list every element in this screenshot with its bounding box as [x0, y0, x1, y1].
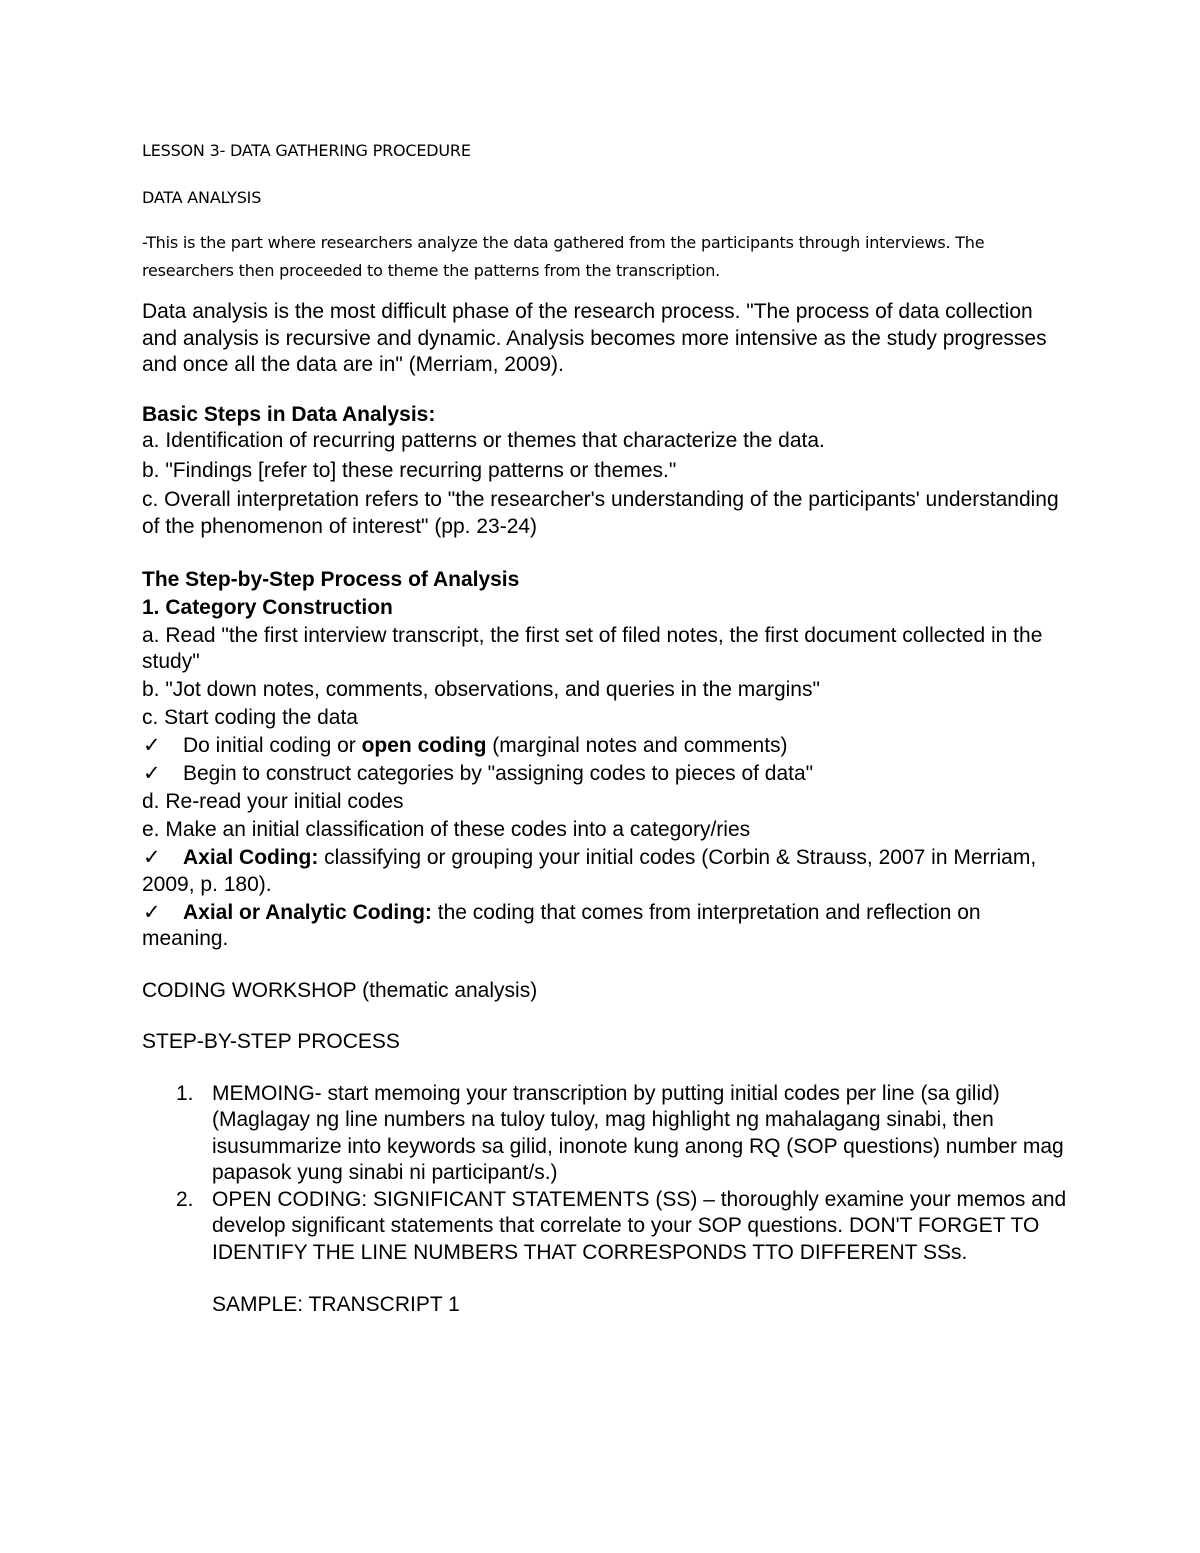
process-line-e: e. Make an initial classification of these codes into a category/ries: [142, 818, 751, 841]
lesson-title: LESSON 3- DATA GATHERING PROCEDURE: [142, 141, 471, 160]
list-item-text: OPEN CODING: SIGNIFICANT STATEMENTS (SS) – thoroughly examine your memos and develop significant statements that correlate to your SOP questions. DON'T FORGET TO IDENTIFY THE LINE NUMBERS THAT CORRESPONDS TTO DIFFERENT SSs.: [212, 1187, 1067, 1264]
section-title: DATA ANALYSIS: [142, 188, 262, 207]
checkmark-icon: ✓: [143, 734, 161, 757]
check-item-construct-categories: [142, 761, 1072, 788]
basic-step-c: c. Overall interpretation refers to "the researcher's understanding of the participants' understanding of the phenomenon of interest" (pp. 23-24): [142, 488, 1059, 538]
list-item: [142, 1081, 1072, 1187]
data-analysis-paragraph: Data analysis is the most difficult phase of the research process. "The process of data collection and analysis is recursive and dynamic. Analysis becomes more intensive as the study progresses and once all the data are in" (Merriam, 2009).: [142, 300, 1047, 376]
list-item: [142, 1187, 1072, 1267]
check-item-text: Begin to construct categories by "assigning codes to pieces of data": [183, 762, 814, 785]
document-page: [142, 140, 1072, 1319]
step-by-step-heading: STEP-BY-STEP PROCESS: [142, 1030, 400, 1053]
coding-workshop-heading: CODING WORKSHOP (thematic analysis): [142, 978, 538, 1002]
checkmark-icon: ✓: [143, 900, 161, 924]
list-number: 1.: [176, 1081, 194, 1105]
basic-steps-heading: Basic Steps in Data Analysis:: [142, 402, 436, 426]
sample-transcript-label: SAMPLE: TRANSCRIPT 1: [212, 1293, 460, 1316]
category-construction-heading: 1. Category Construction: [142, 595, 393, 619]
process-line-c: c. Start coding the data: [142, 706, 358, 729]
checkmark-icon: ✓: [143, 846, 161, 869]
check-item-open-coding: [142, 733, 1072, 760]
steps-list: [142, 1081, 1072, 1267]
check-item-axial-coding: ✓ Axial Coding: classifying or grouping your initial codes (Corbin & Strauss, 2007 in Merriam, 2009, p. 180).: [142, 846, 1037, 896]
basic-step-a: a. Identification of recurring patterns or themes that characterize the data.: [142, 429, 825, 452]
checkmark-icon: ✓: [143, 762, 161, 785]
analytic-coding-term: Axial or Analytic Coding:: [183, 900, 432, 924]
check-item-text: Do initial coding or open coding (marginal notes and comments): [183, 734, 788, 757]
intro-paragraph: -This is the part where researchers analyze the data gathered from the participants through interviews. The researchers then proceeded to theme the patterns from the transcription.: [142, 233, 985, 280]
check-item-analytic-coding: ✓ Axial or Analytic Coding: the coding that comes from interpretation and reflection on meaning.: [142, 900, 981, 950]
open-coding-term: open coding: [361, 734, 487, 757]
process-line-a: a. Read "the first interview transcript, the first set of filed notes, the first document collected in the study": [142, 623, 1043, 673]
process-heading: The Step-by-Step Process of Analysis: [142, 568, 520, 591]
process-line-b: b. "Jot down notes, comments, observations, and queries in the margins": [142, 678, 820, 701]
axial-coding-term: Axial Coding:: [183, 846, 319, 869]
list-item-text: MEMOING- start memoing your transcription by putting initial codes per line (sa gilid) (Maglagay ng line numbers na tuloy tuloy, mag highlight ng mahalagang sinabi, then isusummarize into keywords sa gilid, inonote kung anong RQ (SOP questions) number mag papasok yung sinabi ni participant/s.): [212, 1081, 1064, 1184]
list-number: 2.: [176, 1187, 194, 1211]
process-line-d: d. Re-read your initial codes: [142, 790, 404, 813]
basic-step-b: b. "Findings [refer to] these recurring patterns or themes.": [142, 458, 677, 482]
